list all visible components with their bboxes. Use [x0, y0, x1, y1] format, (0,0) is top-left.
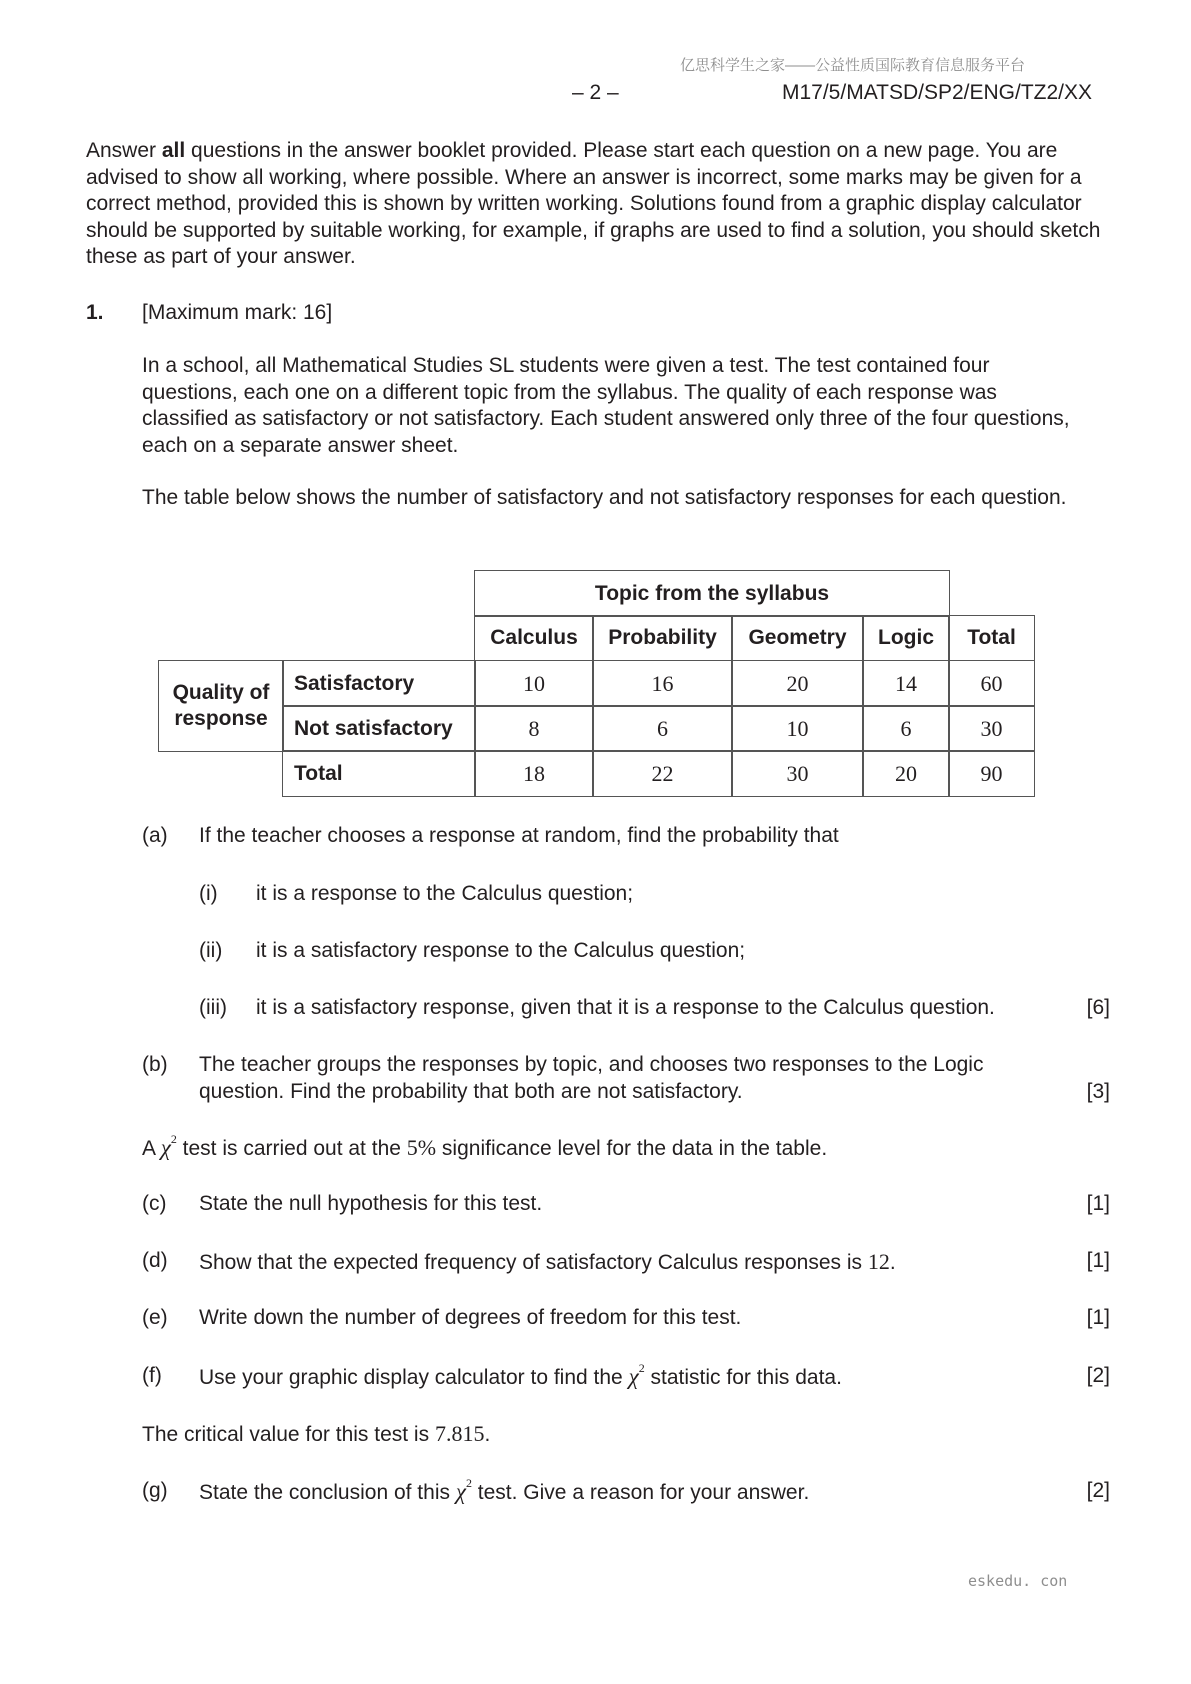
instructions: [86, 138, 1116, 271]
part-a-i-text: it is a response to the Calculus question;: [256, 882, 634, 905]
instructions-pre: Answer: [86, 139, 162, 162]
part-f-post: statistic for this data.: [644, 1366, 842, 1389]
chi-intro: [142, 1132, 828, 1161]
table-cell: 30: [948, 705, 1035, 752]
table-cell: 22: [592, 750, 733, 797]
part-a-ii-text: it is a satisfactory response to the Calculus question;: [256, 939, 746, 962]
watermark-header: 亿思科学生之家——公益性质国际教育信息服务平台: [680, 57, 1026, 74]
table-intro: The table below shows the number of satisfactory and not satisfactory responses for each question.: [142, 486, 1067, 509]
part-d-end: .: [889, 1251, 896, 1274]
table-cell: 10: [731, 705, 864, 752]
chi-letter: χ: [160, 1135, 171, 1160]
part-f-label: (f): [142, 1364, 162, 1387]
chi-superscript: 2: [638, 1361, 645, 1376]
part-a-i-label: (i): [199, 882, 218, 905]
col-header: Logic: [862, 615, 950, 661]
mark-g: [2]: [1086, 1479, 1110, 1502]
table-cell: 90: [948, 750, 1035, 797]
table-cell: 30: [731, 750, 864, 797]
table-cell: 60: [948, 660, 1035, 707]
table-cell: 20: [731, 660, 864, 707]
table-cell: 18: [474, 750, 594, 797]
part-g-text: [199, 1476, 810, 1505]
mark-e: [1]: [1086, 1306, 1110, 1329]
row-group-label-line1: Quality of: [172, 681, 270, 704]
question-number: 1.: [86, 301, 104, 324]
col-header: Probability: [592, 615, 733, 661]
table-cell: 8: [474, 705, 594, 752]
table-cell: 14: [862, 660, 950, 707]
table-cell: 6: [592, 705, 733, 752]
part-a-ii-label: (ii): [199, 939, 223, 962]
table-cell: 20: [862, 750, 950, 797]
paper-code: M17/5/MATSD/SP2/ENG/TZ2/XX: [782, 81, 1093, 104]
col-header: Geometry: [731, 615, 864, 661]
chi-symbol: [628, 1361, 645, 1389]
part-g-pre: State the conclusion of this: [199, 1481, 456, 1504]
part-f-pre: Use your graphic display calculator to find the: [199, 1366, 629, 1389]
watermark-footer: eskedu. con: [968, 1572, 1068, 1590]
part-b-label: (b): [142, 1053, 168, 1076]
critical-value-line: [142, 1421, 490, 1447]
part-g-label: (g): [142, 1479, 168, 1502]
table-cell: 10: [474, 660, 594, 707]
instructions-bold: all: [161, 139, 186, 162]
row-group-label: [158, 660, 284, 752]
chi-symbol: [160, 1132, 177, 1160]
part-g-post: test. Give a reason for your answer.: [471, 1481, 810, 1504]
row-group-label-line2: response: [174, 707, 268, 730]
part-a-iii-label: (iii): [199, 996, 227, 1019]
instructions-post: questions in the answer booklet provided. Please start each question on a new page. You are advised to show all working, where possible. Where an answer is incorrect, some marks may be given for a correct method, provided this is shown by written working. Solutions found from a graphic display calculator should be supported by suitable working, for example, if graphs are used to find a solution, you should sketch these as part of your answer.: [86, 139, 1101, 268]
critical-value: 7.815: [434, 1421, 485, 1446]
row-header: Satisfactory: [282, 660, 476, 707]
critical-value-pre: The critical value for this test is: [142, 1423, 435, 1446]
col-header: Calculus: [474, 615, 594, 661]
part-e-text: Write down the number of degrees of freedom for this test.: [199, 1306, 742, 1329]
part-b-text-1: The teacher groups the responses by topic, and chooses two responses to the Logic: [199, 1053, 984, 1076]
chi-superscript: 2: [170, 1132, 177, 1147]
table-cell: 6: [862, 705, 950, 752]
part-a-iii-text: it is a satisfactory response, given that it is a response to the Calculus question.: [256, 996, 995, 1019]
table-group-header: Topic from the syllabus: [474, 570, 950, 617]
part-e-label: (e): [142, 1306, 168, 1329]
part-b-text-2: question. Find the probability that both are not satisfactory.: [199, 1080, 743, 1103]
part-d-label: (d): [142, 1249, 168, 1272]
chi-intro-pre: A: [142, 1137, 161, 1160]
max-mark: [Maximum mark: 16]: [142, 301, 333, 324]
part-f-text: [199, 1361, 842, 1390]
critical-value-end: .: [484, 1423, 491, 1446]
significance-level: 5%: [406, 1135, 437, 1160]
chi-letter: χ: [455, 1479, 466, 1504]
mark-d: [1]: [1086, 1249, 1110, 1272]
part-a-text: If the teacher chooses a response at random, find the probability that: [199, 824, 839, 847]
part-c-label: (c): [142, 1192, 167, 1215]
part-d-text-main: Show that the expected frequency of satisfactory Calculus responses is: [199, 1251, 868, 1274]
chi-symbol: [455, 1476, 472, 1504]
col-header: Total: [948, 615, 1035, 661]
chi-intro-mid: test is carried out at the: [176, 1137, 407, 1160]
chi-superscript: 2: [465, 1476, 472, 1491]
mark-c: [1]: [1086, 1192, 1110, 1215]
mark-a: [6]: [1086, 996, 1110, 1019]
part-c-text: State the null hypothesis for this test.: [199, 1192, 543, 1215]
chi-letter: χ: [628, 1364, 639, 1389]
part-d-text: [199, 1249, 896, 1275]
mark-f: [2]: [1086, 1364, 1110, 1387]
row-header: Total: [282, 750, 476, 797]
part-a-label: (a): [142, 824, 168, 847]
table-cell: 16: [592, 660, 733, 707]
page-number: – 2 –: [572, 81, 619, 104]
mark-b: [3]: [1086, 1080, 1110, 1103]
question-intro: In a school, all Mathematical Studies SL students were given a test. The test contained four questions, each one on a different topic from the syllabus. The quality of each response was classified as satisfactory or not satisfactory. Each student answered only three of the four questions, each on a separate answer sheet.: [142, 354, 1070, 457]
chi-intro-post: significance level for the data in the table.: [436, 1137, 828, 1160]
expected-frequency-value: 12: [867, 1249, 890, 1274]
row-header: Not satisfactory: [282, 705, 476, 752]
